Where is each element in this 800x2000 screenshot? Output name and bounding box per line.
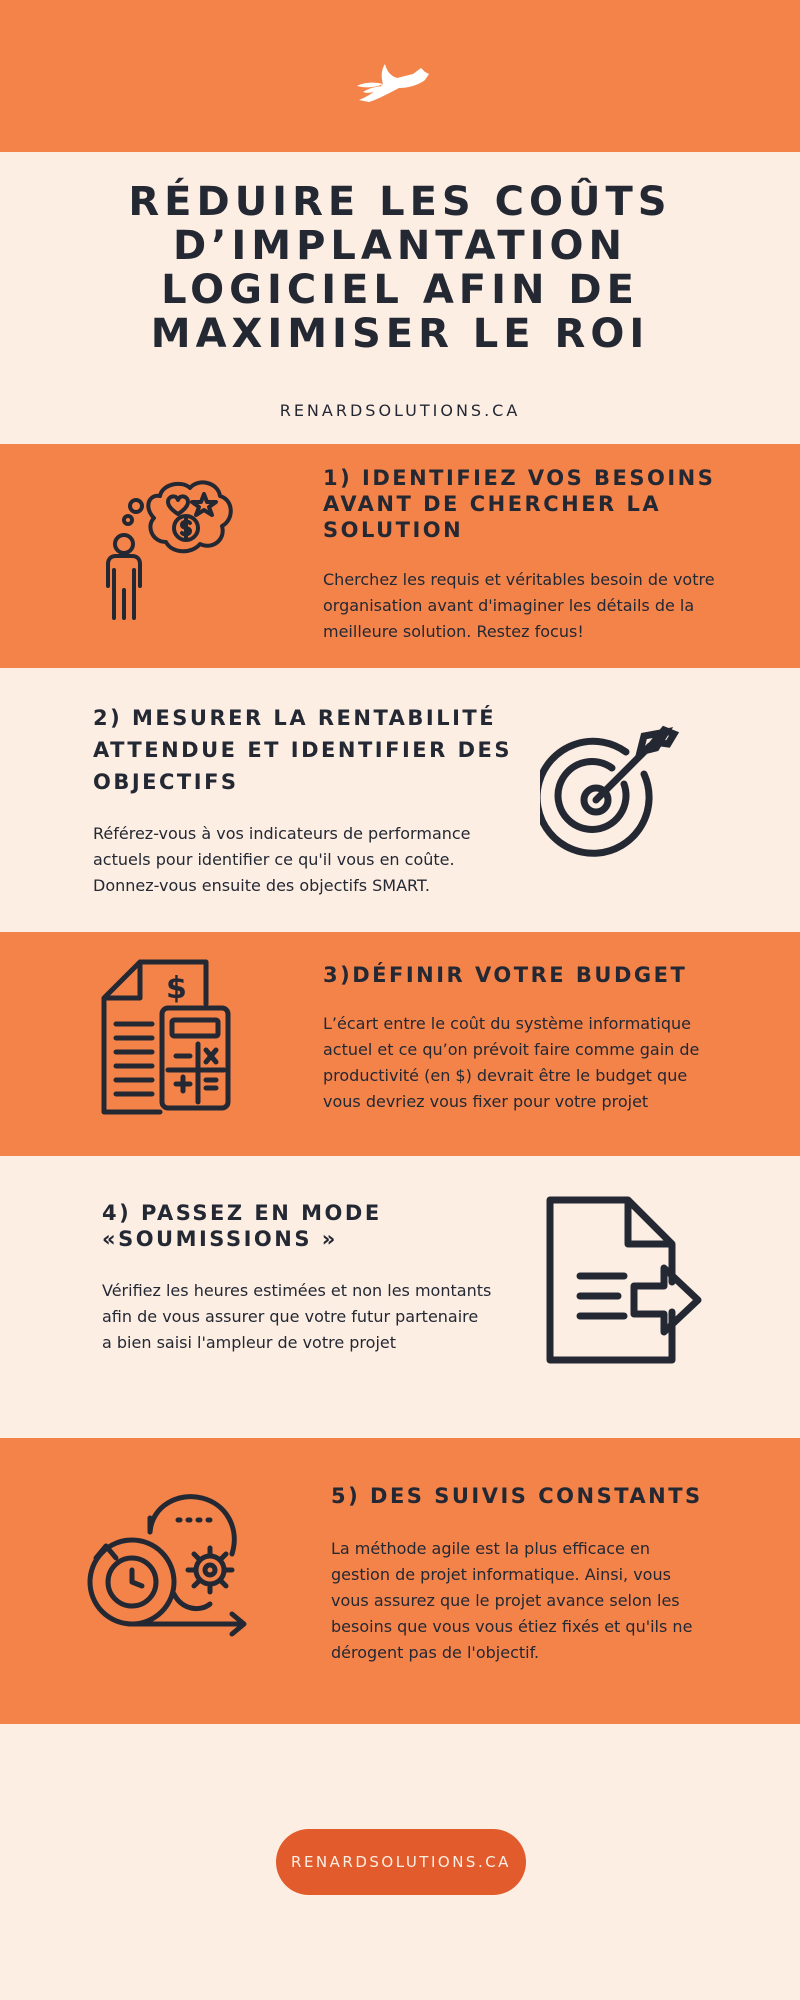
section-2-heading: 2) MESURER LA RENTABILITÉ ATTENDUE ET IDENTIFIER DES OBJECTIFS	[93, 706, 512, 794]
section-4-body: Vérifiez les heures estimées et non les montants afin de vous assurer que votre futur partenaire a bien saisi l'ampleur de votre projet	[102, 1281, 492, 1352]
person-thinking-icon	[98, 480, 238, 620]
svg-text:$: $	[166, 971, 187, 1006]
section-2-body: Référez-vous à vos indicateurs de performance actuels pour identifier ce qu'il vous en coûte. Donnez-vous ensuite des objectifs SMART.	[93, 824, 471, 895]
section-3-body: L’écart entre le coût du système informatique actuel et ce qu’on prévoit faire comme gain de productivité (en $) devrait être le budget que vous devriez vous fixer pour votre projet	[323, 1014, 700, 1111]
budget-calculator-icon	[98, 958, 238, 1118]
section-5-heading: 5) DES SUIVIS CONSTANTS	[331, 1484, 703, 1508]
section-4-heading: 4) PASSEZ EN MODE «SOUMISSIONS »	[102, 1201, 382, 1251]
website-label: RENARDSOLUTIONS.CA	[279, 401, 521, 420]
section-3-heading: 3)DÉFINIR VOTRE BUDGET	[323, 963, 688, 987]
logo-band	[0, 0, 800, 152]
target-icon	[540, 722, 680, 862]
page-title: RÉDUIRE LES COÛTS D’IMPLANTATION LOGICIEL AFIN DE MAXIMISER LE ROI	[128, 179, 672, 357]
fox-icon	[355, 52, 435, 104]
process-cycle-icon	[82, 1486, 252, 1656]
section-5-body: La méthode agile est la plus efficace en gestion de projet informatique. Ainsi, vous vous assurez que le projet avance selon les besoins que vous vous étiez fixés et qu'ils ne dérogent pas de l'objectif.	[331, 1539, 693, 1662]
document-send-icon	[544, 1196, 704, 1364]
section-1-heading: 1) IDENTIFIEZ VOS BESOINS AVANT DE CHERCHER LA SOLUTION	[323, 466, 716, 542]
website-button[interactable]: RENARDSOLUTIONS.CA	[276, 1829, 526, 1895]
section-1-body: Cherchez les requis et véritables besoin de votre organisation avant d'imaginer les détails de la meilleure solution. Restez focus!	[323, 570, 715, 641]
